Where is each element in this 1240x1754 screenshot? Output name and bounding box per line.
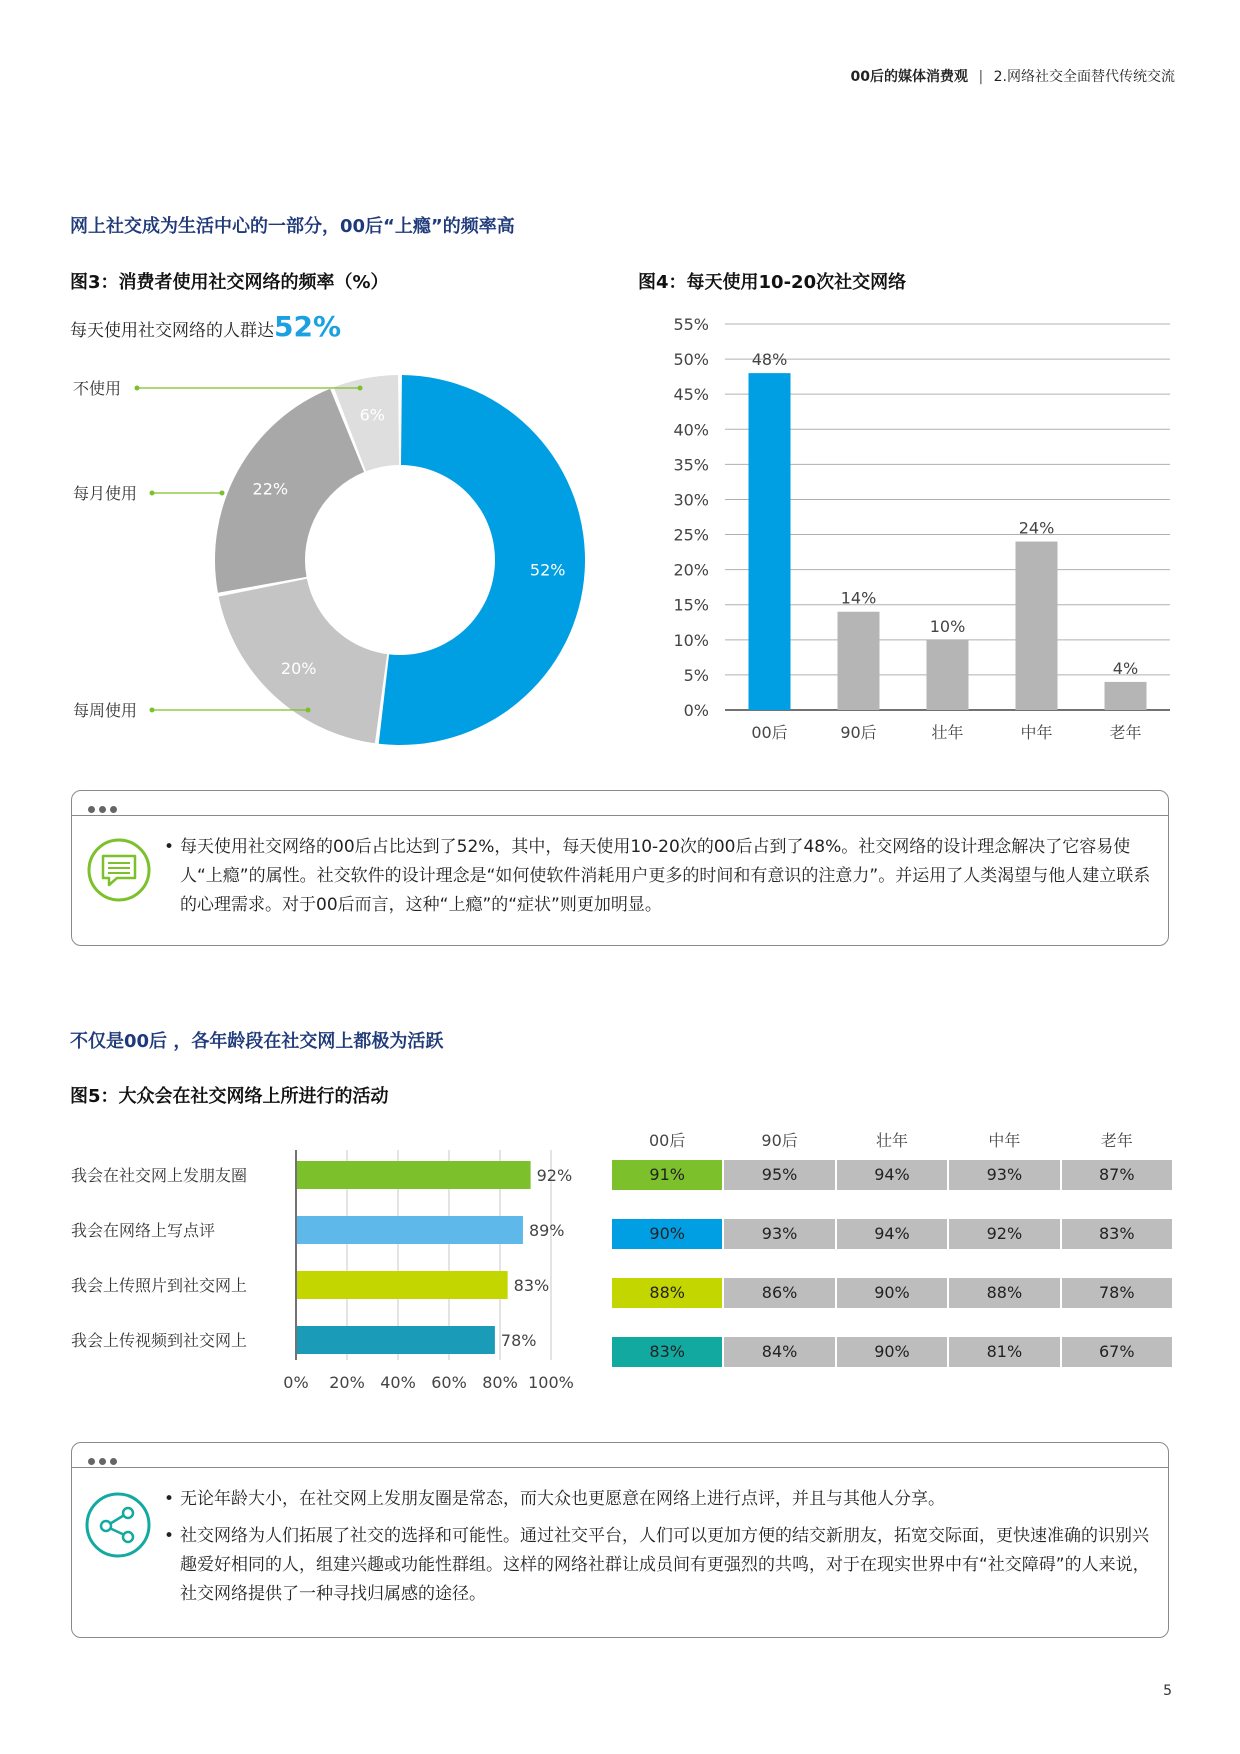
fig4-category-2: 壮年 <box>931 723 964 742</box>
fig5-xtick-5: 100% <box>528 1373 574 1392</box>
age-table-cell-3-4: 67% <box>1062 1337 1172 1367</box>
donut-callout-label-0: 不使用 <box>73 379 122 398</box>
fig5-category-2: 我会上传照片到社交网上 <box>71 1276 248 1295</box>
fig3-subtitle-text: 每天使用社交网络的人群达 <box>70 321 274 341</box>
fig4-bar-4 <box>1105 682 1147 710</box>
age-table-cell-0-2: 94% <box>837 1160 947 1190</box>
age-table-cell-1-3: 92% <box>949 1219 1059 1249</box>
fig4-ytick-11: 55% <box>673 315 709 334</box>
age-table-header-3: 中年 <box>988 1130 1021 1150</box>
age-table-cell-2-1: 86% <box>724 1278 834 1308</box>
fig4-category-0: 00后 <box>751 723 788 742</box>
table-row <box>612 1160 1172 1190</box>
fig4-value-label-4: 4% <box>1112 658 1139 678</box>
fig5-xtick-4: 80% <box>482 1373 518 1392</box>
donut-chart <box>0 360 620 760</box>
age-table-cell-2-3: 88% <box>949 1278 1059 1308</box>
fig5-category-1: 我会在网络上写点评 <box>71 1221 216 1240</box>
age-table-cell-1-1: 93% <box>724 1219 834 1249</box>
age-table-cell-1-4: 83% <box>1062 1219 1172 1249</box>
donut-callout-end-2 <box>306 708 311 713</box>
fig4-bar-2 <box>927 640 969 710</box>
age-table-cell-2-0: 88% <box>612 1278 722 1308</box>
fig4-ytick-10: 50% <box>673 350 709 370</box>
donut-label-1: 20% <box>280 658 317 678</box>
box2-bullet-1: • 无论年龄大小，在社交网上发朋友圈是常态，而大众也更愿意在网络上进行点评，并且与其他人分享。 <box>164 1485 1154 1514</box>
box1-text: • 每天使用社交网络的00后占比达到了52%，其中，每天使用10-20次的00后占到了48%。社交网络的设计理念解决了它容易使人“上瘾”的属性。社交软件的设计理念是“如何使软件消耗用户更多的时间和有意识的注意力”。并运用了人类渴望与他人建立联系的心理需求。对于00后而言，这种“上瘾”的“症状”则更加明显。 <box>164 833 1154 920</box>
fig4-category-4: 老年 <box>1109 723 1142 742</box>
age-table-cell-0-4: 87% <box>1062 1160 1172 1190</box>
fig5-category-0: 我会在社交网上发朋友圈 <box>71 1166 248 1185</box>
table-row <box>612 1337 1172 1367</box>
donut-label-2: 22% <box>252 479 289 499</box>
box2-titlebar <box>72 1443 1168 1468</box>
fig4-ytick-0: 0% <box>683 701 709 720</box>
age-table <box>610 1118 1174 1367</box>
fig5-bar-3 <box>297 1326 495 1354</box>
age-table-header-0: 00后 <box>649 1130 686 1150</box>
fig4-title: 图4：每天使用10-20次社交网络 <box>638 272 907 293</box>
age-table-cell-3-0: 83% <box>612 1337 722 1367</box>
donut-callout-label-1: 每月使用 <box>73 484 138 503</box>
fig5-xtick-1: 20% <box>329 1373 365 1392</box>
age-table-spacer <box>612 1249 1172 1278</box>
fig5-xtick-0: 0% <box>283 1373 309 1392</box>
fig4-ytick-4: 20% <box>673 560 709 580</box>
fig5-bar-chart <box>60 1130 600 1400</box>
age-table-header-2: 壮年 <box>875 1130 908 1150</box>
donut-callout-end-1 <box>220 491 225 496</box>
age-table-spacer <box>612 1308 1172 1337</box>
fig4-bar-3 <box>1016 542 1058 710</box>
age-table-cell-2-2: 90% <box>837 1278 947 1308</box>
fig3-subtitle-highlight: 52% <box>274 310 342 343</box>
age-table-cell-3-2: 90% <box>837 1337 947 1367</box>
fig4-bar-0 <box>749 373 791 710</box>
age-table-header-1: 90后 <box>761 1130 798 1150</box>
insight-box-2 <box>71 1442 1169 1638</box>
fig4-ytick-5: 25% <box>673 525 709 545</box>
share-icon <box>84 1491 152 1563</box>
fig4-value-label-1: 14% <box>840 588 877 608</box>
age-table-cell-0-3: 93% <box>949 1160 1059 1190</box>
box2-dots-icon <box>88 1450 121 1469</box>
fig4-ytick-3: 15% <box>673 595 709 615</box>
fig5-value-label-0: 92% <box>536 1166 573 1185</box>
age-table-cell-3-3: 81% <box>949 1337 1059 1367</box>
donut-callout-dot-2 <box>150 708 155 713</box>
fig4-ytick-1: 5% <box>683 665 709 685</box>
fig4-ytick-9: 45% <box>673 385 709 405</box>
fig4-value-label-2: 10% <box>929 616 966 636</box>
fig5-xtick-3: 60% <box>431 1373 467 1392</box>
fig4-ytick-2: 10% <box>673 630 709 650</box>
fig4-category-3: 中年 <box>1020 723 1053 742</box>
fig5-bar-0 <box>297 1161 531 1189</box>
fig4-ytick-6: 30% <box>673 490 709 510</box>
box1-dots-icon <box>88 798 121 817</box>
table-row <box>612 1278 1172 1308</box>
fig5-category-3: 我会上传视频到社交网上 <box>71 1331 248 1350</box>
fig4-ytick-8: 40% <box>673 420 709 440</box>
table-row <box>612 1219 1172 1249</box>
fig5-bar-1 <box>297 1216 523 1244</box>
fig3-subtitle <box>70 310 341 343</box>
donut-slice-2 <box>215 389 364 593</box>
insight-box-1 <box>71 790 1169 946</box>
header-chapter: 2.网络社交全面替代传统交流 <box>993 69 1175 85</box>
age-table-cell-3-1: 84% <box>724 1337 834 1367</box>
page-header <box>851 66 1175 86</box>
age-table-spacer <box>612 1190 1172 1219</box>
fig4-category-1: 90后 <box>840 723 877 742</box>
age-table-cell-2-4: 78% <box>1062 1278 1172 1308</box>
fig5-bar-2 <box>297 1271 508 1299</box>
chat-icon <box>86 837 152 907</box>
fig5-xtick-2: 40% <box>380 1373 416 1392</box>
age-table-cell-1-0: 90% <box>612 1219 722 1249</box>
header-title: 00后的媒体消费观 <box>850 69 969 85</box>
header-separator: | <box>978 69 984 85</box>
fig4-bar-chart <box>640 310 1180 750</box>
age-table-cell-0-0: 91% <box>612 1160 722 1190</box>
fig4-ytick-7: 35% <box>673 455 709 475</box>
fig4-value-label-3: 24% <box>1018 518 1055 538</box>
page-number: 5 <box>1163 1683 1172 1699</box>
age-table-cell-0-1: 95% <box>724 1160 834 1190</box>
section1-title: 网上社交成为生活中心的一部分，00后“上瘾”的频率高 <box>70 216 515 237</box>
age-table-cell-1-2: 94% <box>837 1219 947 1249</box>
section2-title: 不仅是00后 ，各年龄段在社交网上都极为活跃 <box>70 1031 444 1052</box>
fig5-value-label-3: 78% <box>500 1331 537 1350</box>
age-table-header-4: 老年 <box>1100 1130 1133 1150</box>
age-table-header-row <box>612 1118 1172 1160</box>
box1-titlebar <box>72 791 1168 816</box>
fig4-value-label-0: 48% <box>751 350 788 370</box>
fig5-value-label-2: 83% <box>513 1276 550 1295</box>
donut-label-3: 6% <box>359 405 385 425</box>
fig5-age-table <box>610 1118 1174 1367</box>
box2-bullet-2: • 社交网络为人们拓展了社交的选择和可能性。通过社交平台，人们可以更加方便的结交新朋友，拓宽交际面，更快速准确的识别兴趣爱好相同的人，组建兴趣或功能性群组。这样的网络社群让成员间有更强烈的共鸣，对于在现实世界中有“社交障碍”的人来说，社交网络提供了一种寻找归属感的途径。 <box>164 1522 1154 1609</box>
donut-callout-end-0 <box>358 386 363 391</box>
donut-callout-dot-0 <box>135 386 140 391</box>
fig5-value-label-1: 89% <box>528 1221 565 1240</box>
fig5-title: 图5：大众会在社交网络上所进行的活动 <box>70 1086 389 1107</box>
donut-callout-dot-1 <box>150 491 155 496</box>
donut-callout-label-2: 每周使用 <box>73 701 138 720</box>
fig3-title: 图3：消费者使用社交网络的频率（%） <box>70 272 389 293</box>
fig4-bar-1 <box>838 612 880 710</box>
donut-label-0: 52% <box>529 560 566 580</box>
